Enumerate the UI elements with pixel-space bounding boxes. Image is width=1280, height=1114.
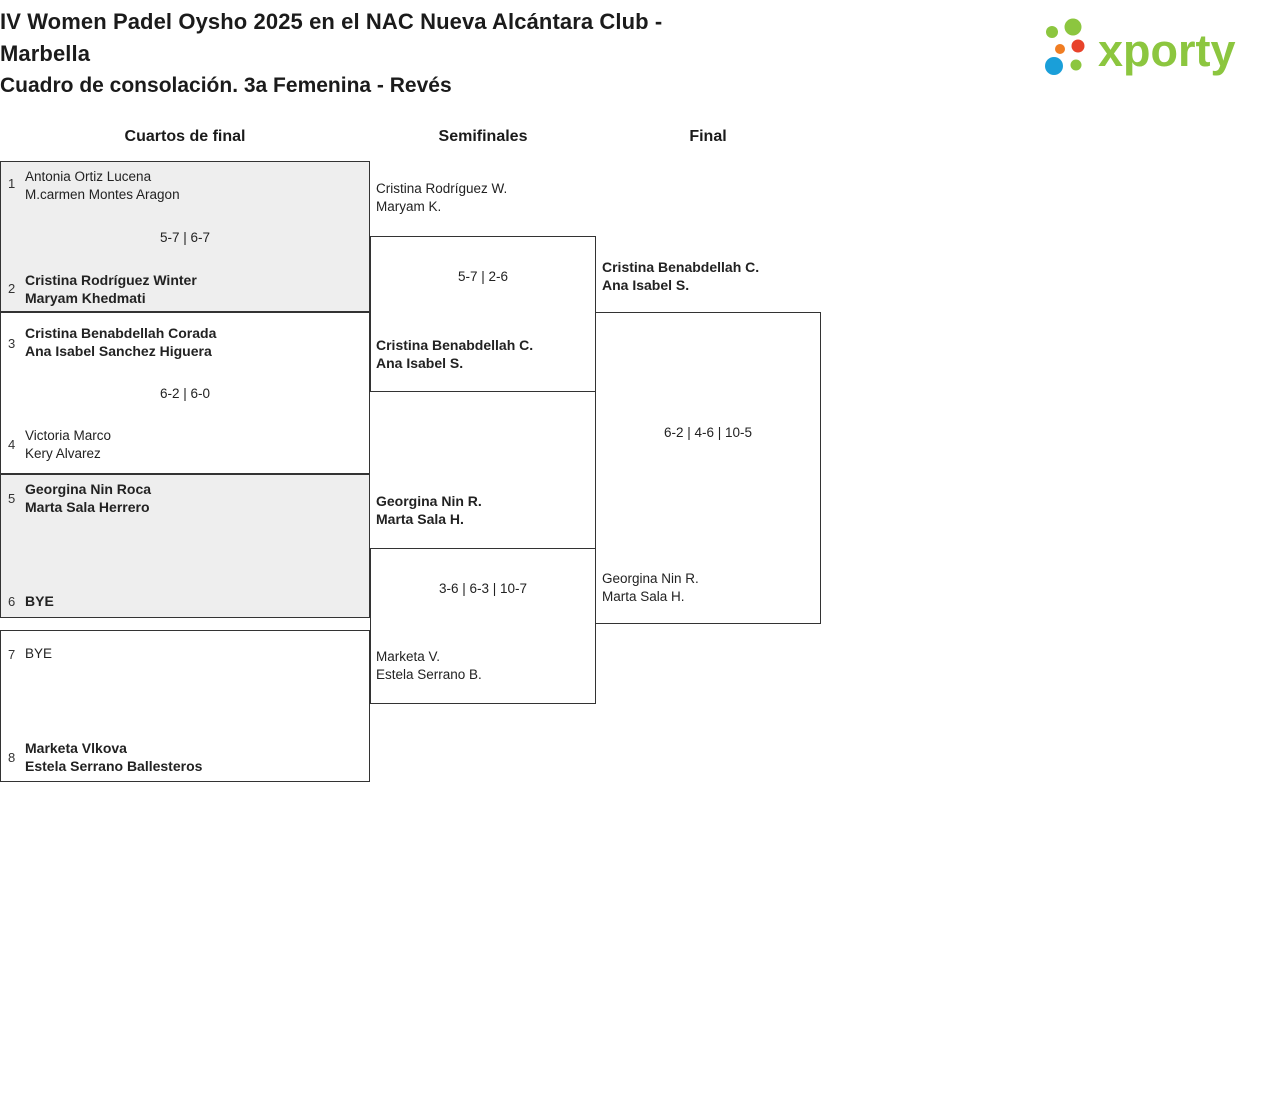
seed-5: 5 bbox=[8, 491, 16, 506]
round-title-semifinals: Semifinales bbox=[438, 128, 528, 145]
round-title-final: Final bbox=[689, 128, 727, 145]
score-final: 6-2 | 4-6 | 10-5 bbox=[663, 425, 753, 440]
team-r1-m3-top-line1: Georgina Nin Roca bbox=[25, 481, 152, 497]
team-r2-m2-bottom-line1: Marketa V. bbox=[376, 649, 441, 664]
team-r1-m4-bottom-line1: Marketa Vlkova bbox=[25, 740, 127, 756]
seed-4: 4 bbox=[8, 437, 16, 452]
team-r1-m1-top-line1: Antonia Ortiz Lucena bbox=[25, 169, 152, 184]
team-r1-m2-bottom-line1: Victoria Marco bbox=[25, 428, 112, 443]
team-r1-m1-bottom-line2: Maryam Khedmati bbox=[25, 290, 146, 306]
xporty-logo bbox=[1040, 18, 1272, 80]
tournament-title-line-1: IV Women Padel Oysho 2025 en el NAC Nueva Alcántara Club - bbox=[0, 9, 663, 34]
team-r1-m1-top-line2: M.carmen Montes Aragon bbox=[25, 187, 180, 202]
xporty-logo-graphic bbox=[1040, 18, 1272, 80]
team-r2-m1-bottom-line2: Ana Isabel S. bbox=[376, 355, 464, 371]
team-r3-top-line2: Ana Isabel S. bbox=[602, 277, 690, 293]
seed-6: 6 bbox=[8, 594, 16, 609]
seed-3: 3 bbox=[8, 336, 16, 351]
team-r1-m3-top-line2: Marta Sala Herrero bbox=[25, 499, 150, 515]
team-r2-m2-top-line1: Georgina Nin R. bbox=[376, 493, 482, 509]
team-r1-m4-bottom-line2: Estela Serrano Ballesteros bbox=[25, 758, 203, 774]
seed-8: 8 bbox=[8, 750, 16, 765]
team-r2-m2-top-line2: Marta Sala H. bbox=[376, 511, 464, 527]
team-r1-m1-bottom-line1: Cristina Rodríguez Winter bbox=[25, 272, 197, 288]
team-r1-m3-bottom-line1: BYE bbox=[25, 593, 54, 609]
score-r1-m1: 5-7 | 6-7 bbox=[159, 230, 211, 245]
svg-text:xporty: xporty bbox=[1098, 25, 1236, 76]
seed-1: 1 bbox=[8, 176, 16, 191]
score-r2-m2: 3-6 | 6-3 | 10-7 bbox=[438, 581, 528, 596]
team-r3-bottom-line1: Georgina Nin R. bbox=[602, 571, 699, 586]
round-title-quarterfinals: Cuartos de final bbox=[124, 128, 246, 145]
score-r1-m2: 6-2 | 6-0 bbox=[159, 386, 211, 401]
team-r2-m1-bottom-line1: Cristina Benabdellah C. bbox=[376, 337, 534, 353]
team-r3-top-line1: Cristina Benabdellah C. bbox=[602, 259, 760, 275]
team-r1-m2-bottom-line2: Kery Alvarez bbox=[25, 446, 101, 461]
title-block bbox=[0, 6, 860, 102]
team-r1-m2-top-line2: Ana Isabel Sanchez Higuera bbox=[25, 343, 212, 359]
team-r1-m2-top-line1: Cristina Benabdellah Corada bbox=[25, 325, 217, 341]
team-r1-m4-top-line1: BYE bbox=[25, 646, 53, 661]
team-r2-m1-top-line2: Maryam K. bbox=[376, 199, 442, 214]
score-r2-m1: 5-7 | 2-6 bbox=[457, 269, 509, 284]
tournament-title-line-2: Marbella bbox=[0, 41, 91, 66]
seed-7: 7 bbox=[8, 647, 16, 662]
seed-2: 2 bbox=[8, 281, 16, 296]
team-r3-bottom-line2: Marta Sala H. bbox=[602, 589, 685, 604]
bracket-subtitle: Cuadro de consolación. 3a Femenina - Revés bbox=[0, 74, 452, 97]
page-header bbox=[0, 0, 1280, 110]
team-r2-m1-top-line1: Cristina Rodríguez W. bbox=[376, 181, 508, 196]
team-r2-m2-bottom-line2: Estela Serrano B. bbox=[376, 667, 482, 682]
